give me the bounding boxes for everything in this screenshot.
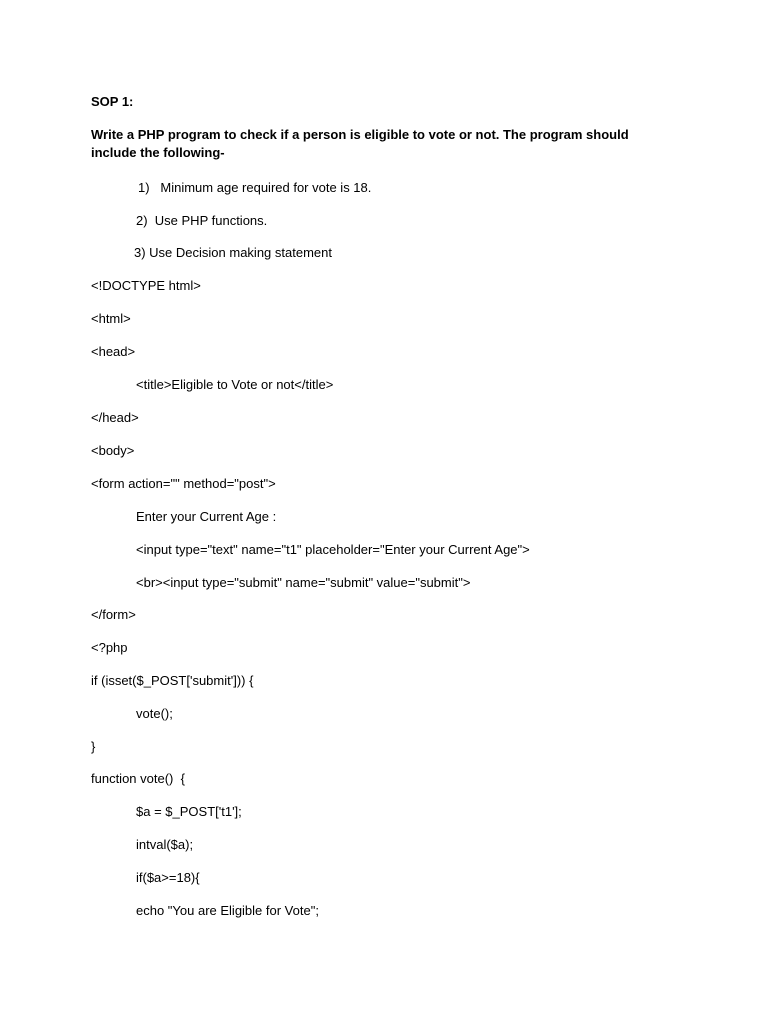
code-line: vote(); [136, 706, 173, 721]
requirement-item: 3) Use Decision making statement [134, 245, 332, 260]
code-line: </head> [91, 410, 139, 425]
page-heading: SOP 1: [91, 94, 134, 109]
code-line: <input type="text" name="t1" placeholder="Enter your Current Age"> [136, 542, 530, 557]
code-line: </form> [91, 607, 136, 622]
code-line: intval($a); [136, 837, 194, 852]
requirement-item: 2) Use PHP functions. [136, 213, 268, 228]
code-line: echo "You are Eligible for Vote"; [136, 903, 319, 918]
code-line: function vote() { [91, 771, 185, 786]
code-line: <body> [91, 443, 135, 458]
code-line: <br><input type="submit" name="submit" value="submit"> [136, 575, 471, 590]
code-line: if (isset($_POST['submit'])) { [91, 673, 254, 688]
code-line: <!DOCTYPE html> [91, 278, 201, 293]
code-line: <form action="" method="post"> [91, 476, 276, 491]
code-line: <html> [91, 311, 131, 326]
question-text: Write a PHP program to check if a person is eligible to vote or not. The program should include the following- [91, 127, 629, 160]
code-line: <title>Eligible to Vote or not</title> [136, 377, 334, 392]
code-line: } [91, 739, 96, 754]
code-line: <head> [91, 344, 136, 359]
code-line: <?php [91, 640, 128, 655]
requirement-item: 1) Minimum age required for vote is 18. [138, 180, 372, 195]
code-line: $a = $_POST['t1']; [136, 804, 242, 819]
code-line: if($a>=18){ [136, 870, 200, 885]
code-line: Enter your Current Age : [136, 509, 277, 524]
